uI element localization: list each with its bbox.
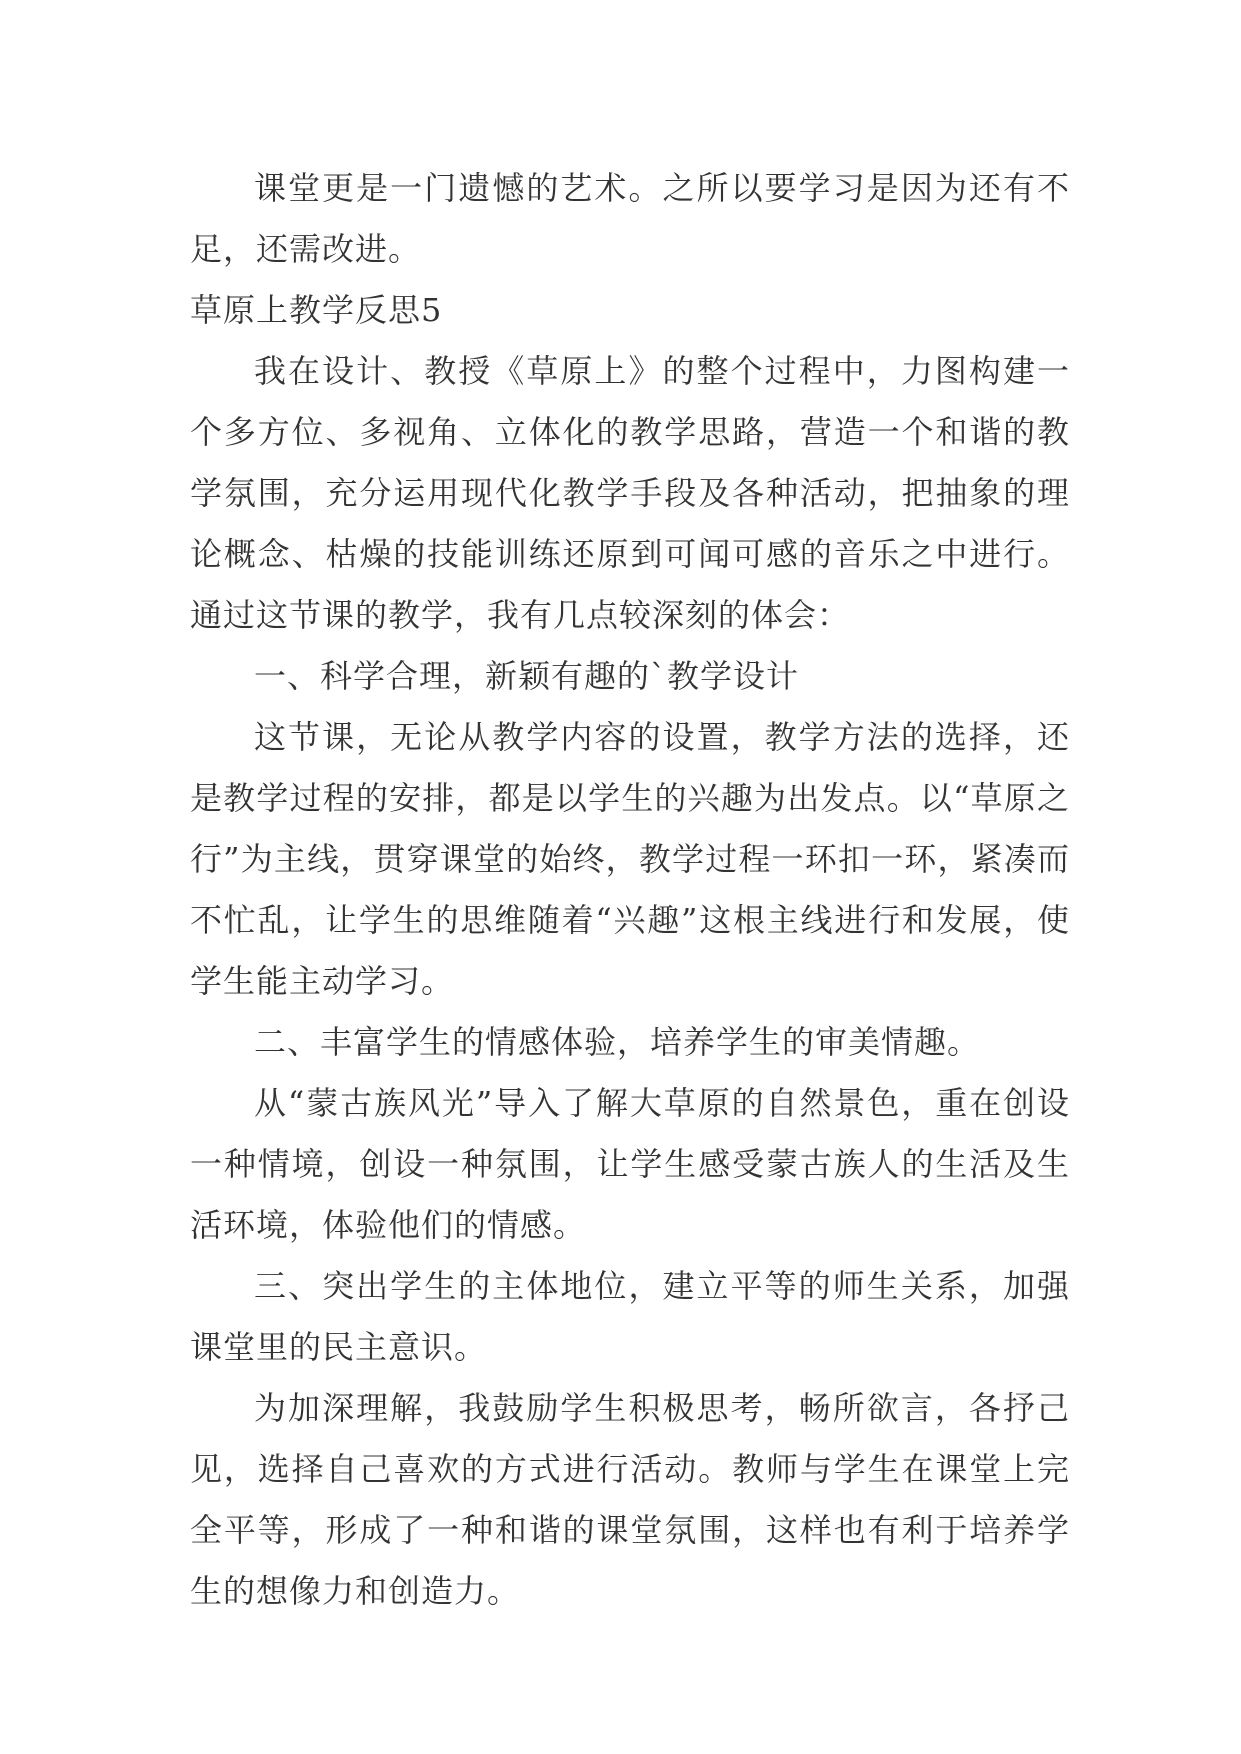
document-body (190, 158, 1070, 1622)
point-three-heading: 三、突出学生的主体地位，建立平等的师生关系，加强课堂里的民主意识。 (190, 1267, 1070, 1366)
paragraph-point-one: 这节课，无论从教学内容的设置，教学方法的选择，还是教学过程的安排，都是以学生的兴趣为出发点。以“草原之行”为主线，贯穿课堂的始终，教学过程一环扣一环，紧凑而不忙乱，让学生的思维随着“兴趣”这根主线进行和发展，使学生能主动学习。 (190, 718, 1070, 1000)
point-one-heading: 一、科学合理，新颖有趣的`教学设计 (254, 657, 800, 695)
paragraph-conclusion: 课堂更是一门遗憾的艺术。之所以要学习是因为还有不足，还需改进。 (190, 169, 1070, 268)
section-heading: 草原上教学反思5 (190, 291, 443, 329)
paragraph-point-three: 为加深理解，我鼓励学生积极思考，畅所欲言，各抒己见，选择自己喜欢的方式进行活动。教师与学生在课堂上完全平等，形成了一种和谐的课堂氛围，这样也有利于培养学生的想像力和创造力。 (190, 1389, 1070, 1610)
paragraph-intro: 我在设计、教授《草原上》的整个过程中，力图构建一个多方位、多视角、立体化的教学思路，营造一个和谐的教学氛围，充分运用现代化教学手段及各种活动，把抽象的理论概念、枯燥的技能训练还原到可闻可感的音乐之中进行。通过这节课的教学，我有几点较深刻的体会： (190, 352, 1070, 634)
point-two-heading: 二、丰富学生的情感体验，培养学生的审美情趣。 (254, 1023, 981, 1061)
paragraph-point-two: 从“蒙古族风光”导入了解大草原的自然景色，重在创设一种情境，创设一种氛围，让学生感受蒙古族人的生活及生活环境，体验他们的情感。 (190, 1084, 1070, 1244)
